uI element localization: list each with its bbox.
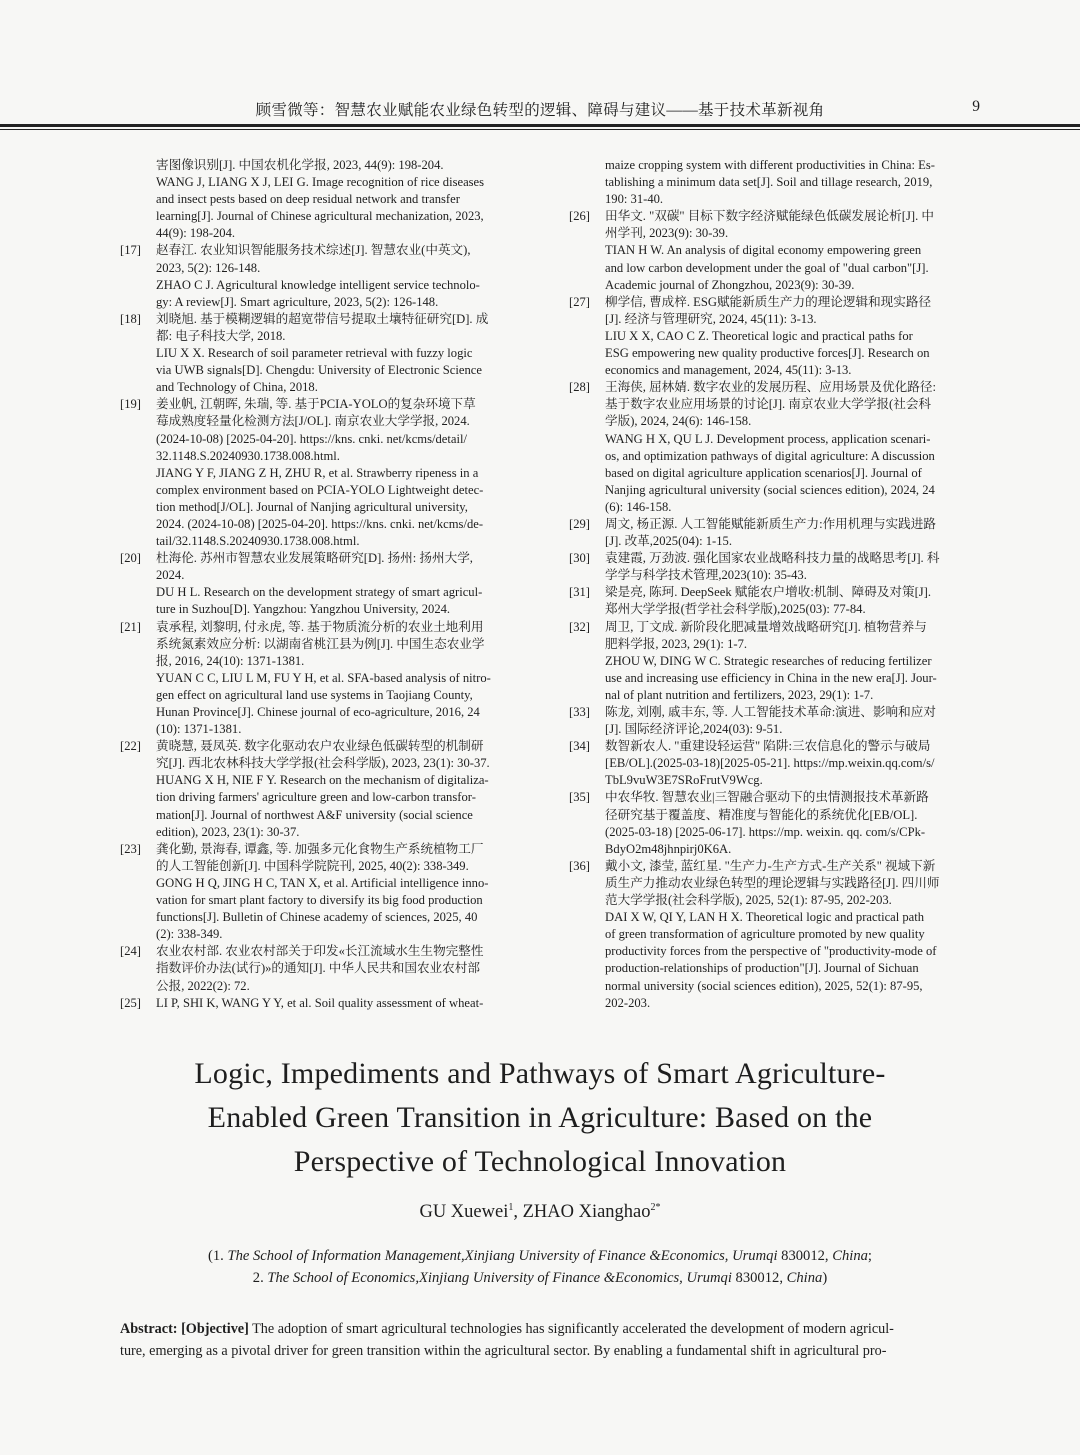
reference-line: 害图像识别[J]. 中国农机化学报, 2023, 44(9): 198-204. bbox=[156, 158, 444, 172]
reference-line: GONG H Q, JING H C, TAN X, et al. Artificial intelligence inno- bbox=[156, 875, 489, 890]
header-rule-thick bbox=[0, 124, 1080, 127]
reference-line: 袁承程, 刘黎明, 付永虎, 等. 基于物质流分析的农业土地利用 bbox=[156, 619, 484, 634]
reference-line: 2023, 5(2): 126-148. bbox=[156, 260, 261, 275]
reference-line: (2025-03-18) [2025-06-17]. https://mp. weixin. qq. com/s/CPk- bbox=[605, 824, 926, 839]
reference-number: [28] bbox=[569, 380, 590, 395]
title-line: Enabled Green Transition in Agriculture: Based on the bbox=[207, 1101, 873, 1134]
reference-line: tail/32.1148.S.20240930.1738.008.html. bbox=[156, 534, 360, 549]
abstract-label: Abstract: bbox=[120, 1321, 178, 1337]
reference-line: LIU X X, CAO C Z. Theoretical logic and practical paths for bbox=[605, 328, 913, 343]
reference-number: [31] bbox=[569, 585, 590, 600]
reference-entry bbox=[120, 396, 532, 550]
reference-line: DU H L. Research on the development strategy of smart agricul- bbox=[156, 585, 483, 600]
reference-line: gy: A review[J]. Smart agriculture, 2023, 5(2): 126-148. bbox=[156, 294, 439, 309]
reference-line: 刘晓旭. 基于模糊逻辑的超宽带信号提取土壤特征研究[D]. 成 bbox=[156, 311, 489, 326]
reference-number: [23] bbox=[120, 841, 141, 856]
reference-line: TIAN H W. An analysis of digital economy empowering green bbox=[605, 243, 922, 258]
reference-line: 龚化勤, 景海春, 谭鑫, 等. 加强多元化食物生产系统植物工厂 bbox=[156, 841, 484, 856]
author-name: GU Xuewei bbox=[419, 1202, 509, 1223]
reference-line: LIU X X. Research of soil parameter retrieval with fuzzy logic bbox=[156, 346, 473, 361]
reference-line: tion driving farmers' agriculture green and low-carbon transfor- bbox=[156, 790, 476, 805]
reference-line: Academic journal of Zhongzhou, 2023(9): 30-39. bbox=[605, 277, 855, 292]
reference-entry bbox=[569, 294, 981, 379]
reference-line: 基于数字农业应用场景的讨论[J]. 南京农业大学学报(社会科 bbox=[605, 397, 932, 412]
reference-entry bbox=[569, 704, 981, 738]
reference-line: 周卫, 丁文成. 新阶段化肥减量增效战略研究[J]. 植物营养与 bbox=[605, 619, 927, 634]
reference-line: mation[J]. Journal of northwest A&F university (social science bbox=[156, 807, 473, 822]
reference-number: [29] bbox=[569, 516, 590, 531]
reference-line: based on digital agriculture application scenarios[J]. Journal of bbox=[605, 465, 922, 480]
author-name: ZHAO Xianghao bbox=[522, 1202, 651, 1223]
reference-line: production-relationships of production"[J]. Journal of Sichuan bbox=[605, 961, 919, 976]
reference-entry bbox=[120, 311, 532, 396]
reference-line: 学学与科学技术管理,2023(10): 35-43. bbox=[605, 568, 807, 583]
authors bbox=[0, 1202, 1080, 1223]
reference-line: 柳学信, 曹成梓. ESG赋能新质生产力的理论逻辑和现实路径 bbox=[605, 294, 932, 309]
reference-line: [J]. 国际经济评论,2024(03): 9-51. bbox=[605, 722, 783, 737]
reference-line: 指数评价办法(试行)»的通知[J]. 中华人民共和国农业农村部 bbox=[156, 961, 480, 976]
reference-line: 径研究基于覆盖度、精准度与智能化的系统优化[EB/OL]. bbox=[605, 807, 918, 822]
reference-line: DAI X W, QI Y, LAN H X. Theoretical logic and practical path bbox=[605, 910, 925, 925]
reference-line: 32.1148.S.20240930.1738.008.html. bbox=[156, 448, 340, 463]
reference-line: [EB/OL].(2025-03-18)[2025-05-21]. https://mp.weixin.qq.com/s/ bbox=[605, 756, 935, 771]
reference-line: 数智新农人. "重建设轻运营" 陷阱:三农信息化的警示与破局 bbox=[605, 739, 931, 754]
reference-number: [22] bbox=[120, 739, 141, 754]
reference-number: [27] bbox=[569, 294, 590, 309]
reference-line: maize cropping system with different productivities in China: Es- bbox=[605, 158, 935, 172]
abstract-line: Abstract: [Objective] The adoption of smart agricultural technologies has significantly accelerated the development of modern agricul- bbox=[120, 1321, 894, 1337]
reference-number: [17] bbox=[120, 243, 141, 258]
reference-line: [J]. 改革,2025(04): 1-15. bbox=[605, 534, 732, 549]
reference-entry bbox=[120, 157, 532, 242]
reference-line: 质生产力推动农业绿色转型的理论逻辑与实践路径[J]. 四川师 bbox=[605, 875, 940, 890]
reference-line: 44(9): 198-204. bbox=[156, 226, 236, 241]
reference-line: productivity forces from the perspective of "productivity-mode of bbox=[605, 944, 937, 959]
title-line: Perspective of Technological Innovation bbox=[293, 1145, 787, 1178]
reference-number: [25] bbox=[120, 995, 141, 1010]
reference-line: 学版), 2024, 24(6): 146-158. bbox=[605, 414, 752, 429]
reference-number: [32] bbox=[569, 619, 590, 634]
reference-line: (10): 1371-1381. bbox=[156, 722, 242, 737]
reference-entry bbox=[120, 242, 532, 310]
reference-line: (2024-10-08) [2025-04-20]. https://kns. cnki. net/kcms/detail/ bbox=[156, 431, 467, 446]
reference-line: 中农华牧. 智慧农业|三智融合驱动下的虫情测报技术革新路 bbox=[605, 790, 929, 805]
reference-line: gen effect on agricultural land use systems in Taojiang County, bbox=[156, 687, 473, 702]
reference-line: 农业农村部. 农业农村部关于印发«长江流域水生生物完整性 bbox=[156, 944, 484, 959]
reference-line: 报, 2016, 24(10): 1371-1381. bbox=[156, 653, 305, 668]
reference-entry bbox=[120, 550, 532, 618]
affiliation-line: 2. The School of Economics,Xinjiang University of Finance &Economics, Urumqi 830012, China) bbox=[252, 1270, 828, 1286]
author-separator: , bbox=[513, 1202, 523, 1223]
reference-line: WANG J, LIANG X J, LEI G. Image recognition of rice diseases bbox=[156, 175, 485, 190]
reference-line: of green transformation of agriculture promoted by new quality bbox=[605, 927, 925, 942]
reference-line: [J]. 经济与管理研究, 2024, 45(11): 3-13. bbox=[605, 311, 817, 326]
reference-line: JIANG Y F, JIANG Z H, ZHU R, et al. Strawberry ripeness in a bbox=[156, 465, 479, 480]
author-affiliation-mark: 1 bbox=[508, 1202, 514, 1213]
reference-line: complex environment based on PCIA-YOLO Lightweight detec- bbox=[156, 482, 484, 497]
reference-entry bbox=[569, 789, 981, 857]
running-header-title: 顾雪微等：智慧农业赋能农业绿色转型的逻辑、障碍与建议——基于技术革新视角 bbox=[255, 102, 825, 119]
reference-number: [24] bbox=[120, 944, 141, 959]
reference-line: ESG empowering new quality productive forces[J]. Research on bbox=[605, 346, 930, 361]
reference-line: normal university (social sciences edition), 2025, 52(1): 87-95, bbox=[605, 978, 923, 993]
english-title bbox=[100, 1052, 980, 1184]
reference-line: 202-203. bbox=[605, 995, 651, 1010]
reference-entry bbox=[120, 995, 532, 1012]
reference-number: [20] bbox=[120, 551, 141, 566]
reference-line: ZHOU W, DING W C. Strategic researches of reducing fertilizer bbox=[605, 653, 932, 668]
reference-line: 杜海伦. 苏州市智慧农业发展策略研究[D]. 扬州: 扬州大学, bbox=[156, 551, 473, 566]
reference-line: economics and management, 2024, 45(11): 3-13. bbox=[605, 363, 852, 378]
reference-entry bbox=[120, 841, 532, 944]
reference-line: use and increasing use efficiency in China in the new era[J]. Jour- bbox=[605, 670, 937, 685]
page-number: 9 bbox=[972, 98, 980, 115]
reference-line: learning[J]. Journal of Chinese agricultural mechanization, 2023, bbox=[156, 209, 484, 224]
reference-line: 周文, 杨正源. 人工智能赋能新质生产力:作用机理与实践进路 bbox=[605, 516, 936, 531]
reference-line: 袁建霞, 万劲波. 强化国家农业战略科技力量的战略思考[J]. 科 bbox=[605, 551, 940, 566]
reference-line: edition), 2023, 23(1): 30-37. bbox=[156, 824, 300, 839]
reference-entry bbox=[569, 550, 981, 584]
reference-entry bbox=[569, 619, 981, 704]
reference-line: 黄晓慧, 聂凤英. 数字化驱动农户农业绿色低碳转型的机制研 bbox=[156, 739, 484, 754]
reference-line: TbL9vuW3E7SRoFrutV9Wcg. bbox=[605, 773, 763, 788]
abstract-line: ture, emerging as a pivotal driver for green transition within the agricultural sector. By enabling a fundamental shift in agricultural pro- bbox=[120, 1343, 887, 1359]
reference-line: (2): 338-349. bbox=[156, 927, 223, 942]
reference-line: Hunan Province[J]. Chinese journal of eco-agriculture, 2016, 24 bbox=[156, 705, 480, 719]
reference-line: functions[J]. Bulletin of Chinese academy of sciences, 2025, 40 bbox=[156, 910, 478, 925]
reference-line: BdyO2m48jhnpirj0K6A. bbox=[605, 841, 732, 856]
reference-line: 陈龙, 刘刚, 戚丰东, 等. 人工智能技术革命:演进、影响和应对 bbox=[605, 705, 936, 719]
reference-line: and low carbon development under the goal of "dual carbon"[J]. bbox=[605, 260, 929, 275]
abstract bbox=[120, 1318, 982, 1362]
reference-entry bbox=[569, 858, 981, 1012]
reference-line: 郑州大学学报(哲学社会科学版),2025(03): 77-84. bbox=[605, 602, 866, 617]
reference-entry bbox=[569, 738, 981, 789]
reference-line: WANG H X, QU L J. Development process, application scenari- bbox=[605, 431, 931, 446]
reference-line: os, and optimization pathways of digital agriculture: A discussion bbox=[605, 448, 935, 463]
reference-line: 公报, 2022(2): 72. bbox=[156, 978, 250, 993]
reference-line: LI P, SHI K, WANG Y Y, et al. Soil quality assessment of wheat- bbox=[156, 995, 484, 1010]
reference-line: 的人工智能创新[J]. 中国科学院院刊, 2025, 40(2): 338-349. bbox=[156, 858, 469, 873]
reference-line: tablishing a minimum data set[J]. Soil and tillage research, 2019, bbox=[605, 175, 933, 190]
reference-number: [34] bbox=[569, 739, 590, 754]
reference-line: 范大学学报(社会科学版), 2025, 52(1): 87-95, 202-203. bbox=[605, 893, 892, 908]
reference-line: HUANG X H, NIE F Y. Research on the mechanism of digitaliza- bbox=[156, 773, 489, 788]
reference-line: 莓成熟度轻量化检测方法[J/OL]. 南京农业大学学报, 2024. bbox=[156, 414, 470, 429]
affiliation-name: The School of Economics,Xinjiang University of Finance &Economics, Urumqi bbox=[267, 1270, 732, 1286]
reference-line: vation for smart plant factory to diversify its big food production bbox=[156, 893, 483, 908]
reference-line: 系统氮素效应分析: 以湖南省桃江县为例[J]. 中国生态农业学 bbox=[156, 636, 485, 651]
references-left-column bbox=[120, 157, 532, 1012]
abstract-section: [Objective] bbox=[181, 1321, 249, 1337]
reference-line: nal of plant nutrition and fertilizers, 2023, 29(1): 1-7. bbox=[605, 687, 874, 702]
reference-entry bbox=[569, 157, 981, 208]
reference-line: (6): 146-158. bbox=[605, 499, 672, 514]
reference-line: 王海侠, 屈林婧. 数字农业的发展历程、应用场景及优化路径: bbox=[605, 380, 936, 395]
reference-line: 赵春江. 农业知识智能服务技术综述[J]. 智慧农业(中英文), bbox=[156, 243, 471, 258]
reference-number: [21] bbox=[120, 619, 141, 634]
reference-entry bbox=[569, 516, 981, 550]
reference-line: ture in Suzhou[D]. Yangzhou: Yangzhou University, 2024. bbox=[156, 602, 451, 617]
references-right-column bbox=[569, 157, 981, 1012]
reference-entry bbox=[120, 619, 532, 739]
reference-line: 州学刊, 2023(9): 30-39. bbox=[605, 226, 729, 241]
author-affiliation-mark: 2* bbox=[650, 1202, 661, 1213]
reference-line: 2024. (2024-10-08) [2025-04-20]. https://kns. cnki. net/kcms/de- bbox=[156, 516, 484, 531]
reference-line: and Technology of China, 2018. bbox=[156, 380, 318, 395]
reference-number: [33] bbox=[569, 705, 590, 719]
affiliation-name: The School of Information Management,Xinjiang University of Finance &Economics, Urumqi bbox=[227, 1248, 778, 1264]
reference-line: 戴小文, 漆莹, 蓝红星. "生产力-生产方式-生产关系" 视域下新 bbox=[605, 858, 936, 873]
reference-number: [36] bbox=[569, 858, 590, 873]
reference-number: [19] bbox=[120, 397, 141, 412]
reference-line: 究[J]. 西北农林科技大学学报(社会科学版), 2023, 23(1): 30-37. bbox=[156, 756, 490, 771]
running-header bbox=[0, 92, 1080, 122]
reference-line: 梁是亮, 陈珂. DeepSeek 赋能农户增收:机制、障碍及对策[J]. bbox=[605, 585, 932, 600]
reference-entry bbox=[569, 379, 981, 516]
reference-line: via UWB signals[D]. Chengdu: University of Electronic Science bbox=[156, 363, 482, 378]
affiliation-line: (1. The School of Information Management,Xinjiang University of Finance &Economics, Urumqi 830012, China; bbox=[208, 1248, 872, 1264]
reference-line: Nanjing agricultural university (social sciences edition), 2024, 24 bbox=[605, 482, 935, 497]
reference-line: YUAN C C, LIU L M, FU Y H, et al. SFA-based analysis of nitro- bbox=[156, 670, 491, 685]
affiliations bbox=[0, 1245, 1080, 1289]
reference-line: ZHAO C J. Agricultural knowledge intelligent service technolo- bbox=[156, 277, 480, 292]
title-line: Logic, Impediments and Pathways of Smart Agriculture- bbox=[194, 1057, 886, 1090]
reference-entry bbox=[120, 738, 532, 841]
reference-entry bbox=[569, 208, 981, 293]
reference-line: 190: 31-40. bbox=[605, 192, 664, 207]
reference-entry bbox=[569, 584, 981, 618]
reference-entry bbox=[120, 943, 532, 994]
reference-line: 肥料学报, 2023, 29(1): 1-7. bbox=[605, 636, 748, 651]
reference-line: and insect pests based on deep residual network and transfer bbox=[156, 192, 460, 207]
reference-line: 姜业帆, 江朝晖, 朱瑞, 等. 基于PCIA-YOLO的复杂环境下草 bbox=[156, 397, 476, 412]
reference-number: [26] bbox=[569, 209, 590, 224]
header-rule-thin bbox=[0, 129, 1080, 130]
reference-line: 2024. bbox=[156, 568, 185, 583]
reference-line: tion method[J/OL]. Journal of Nanjing agricultural university, bbox=[156, 499, 468, 514]
reference-line: 田华文. "双碳" 目标下数字经济赋能绿色低碳发展论析[J]. 中 bbox=[605, 209, 934, 224]
reference-number: [30] bbox=[569, 551, 590, 566]
reference-line: 都: 电子科技大学, 2018. bbox=[156, 328, 286, 343]
reference-number: [18] bbox=[120, 311, 141, 326]
reference-number: [35] bbox=[569, 790, 590, 805]
